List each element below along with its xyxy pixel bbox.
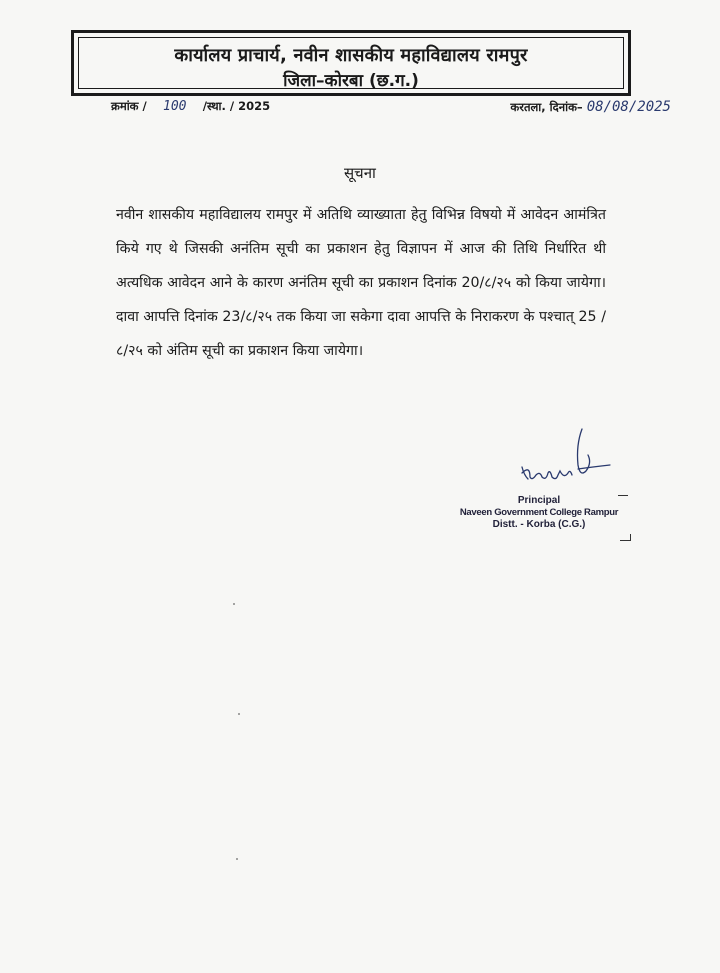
stamp-institution: Naveen Government College Rampur <box>459 507 619 518</box>
stamp-corner-mark <box>620 534 631 541</box>
reference-number <box>111 99 270 114</box>
reference-line <box>111 99 671 119</box>
reference-handwritten-number: 100 <box>163 99 187 114</box>
paper-speck <box>233 603 235 605</box>
reference-date <box>510 99 671 115</box>
district-title: जिला–कोरबा (छ.ग.) <box>283 71 419 91</box>
notice-body-paragraph: नवीन शासकीय महाविद्यालय रामपुर में अतिथि व्याख्याता हेतु विभिन्न विषयो में आवेदन आमंत्रित किये गए थे जिसकी अनंतिम सूची का प्रकाशन हेतु विज्ञापन में आज की तिथि निर्धारित थी अत्यधिक आवेदन आने के कारण अनंतिम सूची का प्रकाशन दिनांक 20/८/२५ को किया जायेगा। दावा आपत्ति दिनांक 23/८/२५ तक किया जा सकेगा दावा आपत्ति के निराकरण के पश्चात् 25 /८/२५ को अंतिम सूची का प्रकाशन किया जायेगा। <box>116 207 606 359</box>
stamp-title: Principal <box>517 495 561 506</box>
handwritten-date: 08/08/2025 <box>586 99 671 115</box>
notice-body <box>116 198 606 368</box>
principal-stamp <box>446 495 632 531</box>
handwritten-signature-icon <box>520 425 620 495</box>
office-title: कार्यालय प्राचार्य, नवीन शासकीय महाविद्यालय रामपुर <box>174 45 528 66</box>
stamp-district: Distt. - Korba (C.G.) <box>492 519 586 530</box>
letterhead-inner-border <box>78 37 624 89</box>
notice-title: सूचना <box>344 164 376 182</box>
stamp-corner-mark <box>618 495 628 506</box>
place-date-label: करतला, दिनांक– <box>510 100 583 114</box>
paper-speck <box>236 858 238 860</box>
paper-speck <box>238 713 240 715</box>
letterhead-box <box>71 30 631 96</box>
reference-suffix: /स्था. / 2025 <box>202 99 271 113</box>
reference-prefix: क्रमांक / <box>111 99 147 113</box>
